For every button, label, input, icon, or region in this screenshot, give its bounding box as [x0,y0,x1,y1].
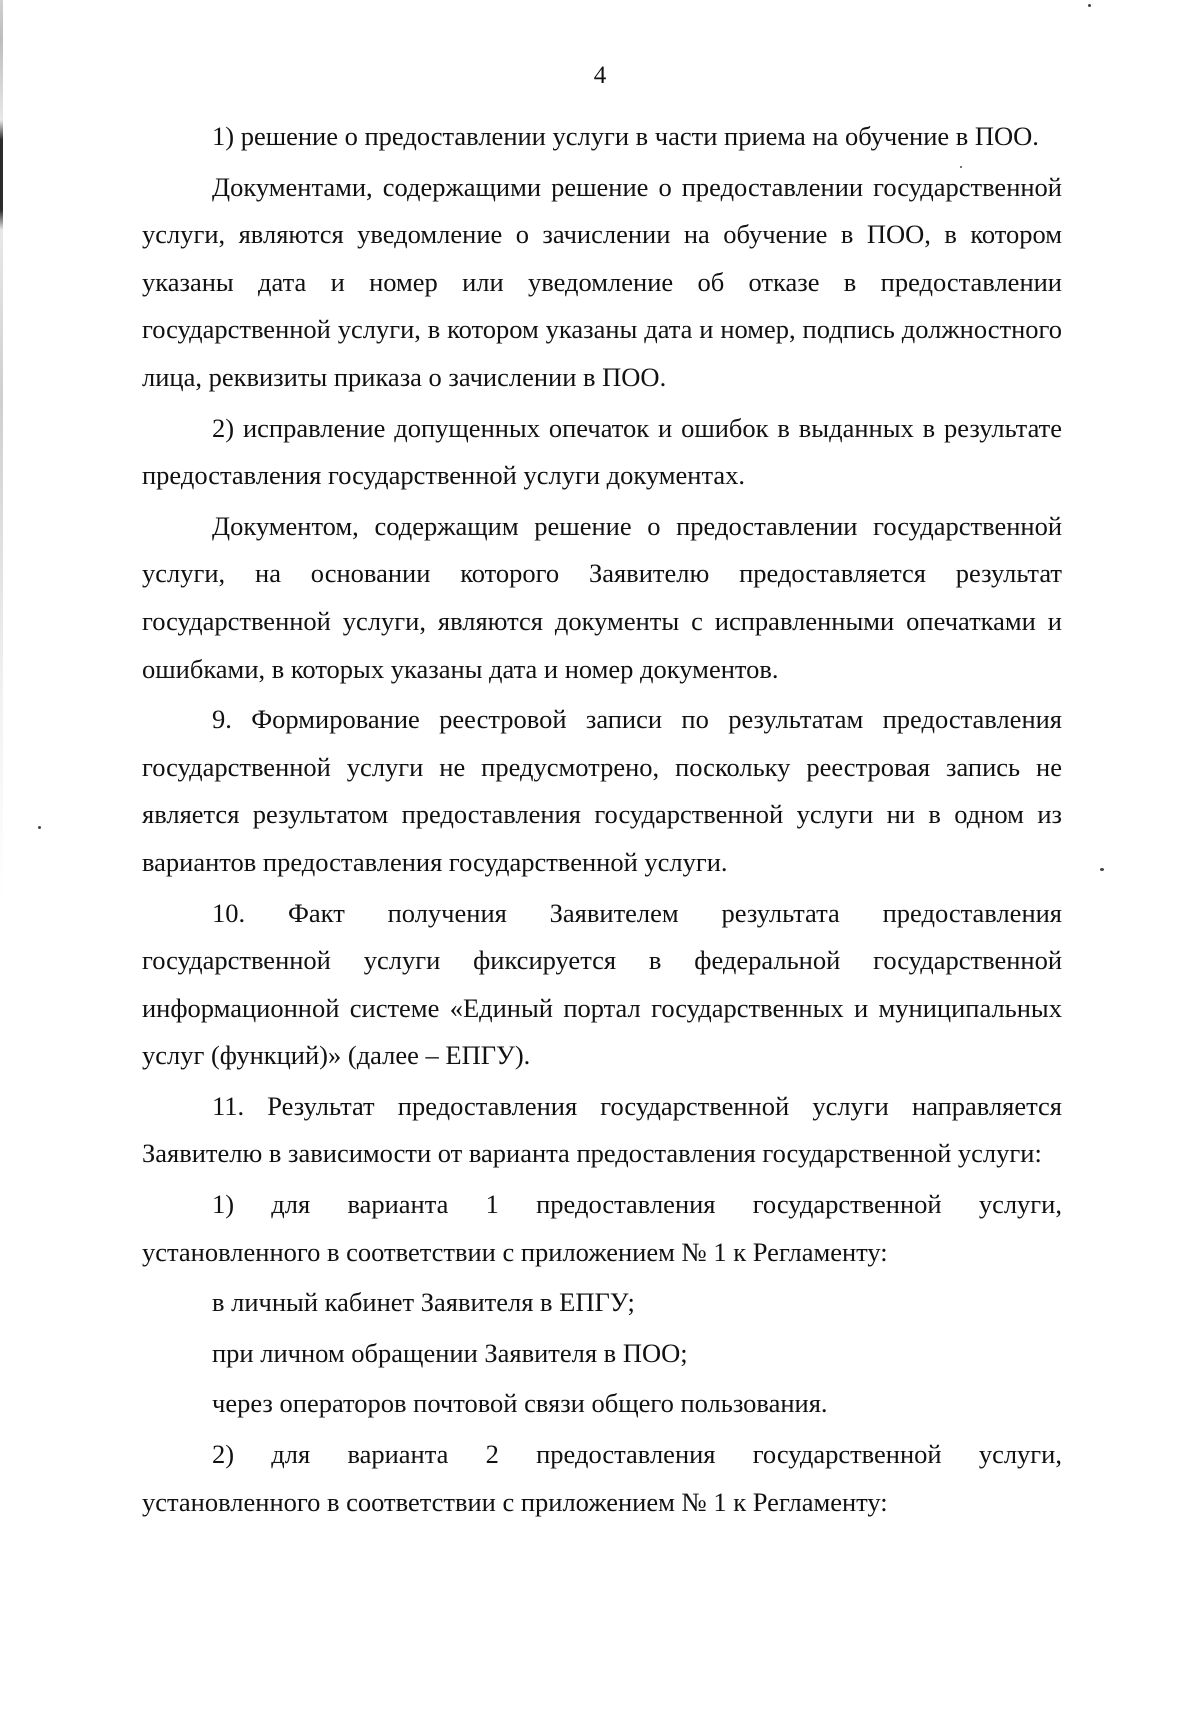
paragraph-error-correction: 2) исправление допущенных опечаток и ошибок в выданных в результате предоставления государственной услуги документах. [142,412,1062,491]
paragraph-item-11: 11. Результат предоставления государственной услуги направляется Заявителю в зависимости от варианта предоставления государственной услуги: [142,1090,1062,1169]
page-number: 4 [593,62,607,89]
scan-speck [960,166,962,168]
scan-edge-shadow [0,0,3,1721]
list-item-postal: через операторов почтовой связи общего пользования. [212,1388,828,1419]
list-item-epgu-cabinet: в личный кабинет Заявителя в ЕПГУ; [212,1287,635,1318]
scan-speck [1100,868,1104,871]
scan-speck [1088,4,1091,7]
paragraph-decision-documents: Документами, содержащими решение о предоставлении государственной услуги, являются уведомление о зачислении на обучение в ПОО, в котором указаны дата и номер или уведомление об отказе в предоставлении государственной услуги, в котором указаны дата и номер, подпись должностного лица, реквизиты приказа о зачислении в ПОО. [142,171,1062,392]
document-body [142,113,1062,1529]
paragraph-variant-1: 1) для варианта 1 предоставления государственной услуги, установленного в соответствии с приложением № 1 к Регламенту: [142,1189,1062,1267]
scan-speck [38,826,41,829]
paragraph-result-decision: 1) решение о предоставлении услуги в части приема на обучение в ПОО. [212,121,1039,151]
paragraph-variant-2: 2) для варианта 2 предоставления государственной услуги, установленного в соответствии с приложением № 1 к Регламенту: [142,1439,1062,1517]
paragraph-item-10: 10. Факт получения Заявителем результата предоставления государственной услуги фиксируется в федеральной государственной информационной системе «Единый портал государственных и муниципальных услуг (функций)» (далее – ЕПГУ). [142,897,1062,1071]
paragraph-correction-document: Документом, содержащим решение о предоставлении государственной услуги, на основании которого Заявителю предоставляется результат государственной услуги, являются документы с исправленными опечатками и ошибками, в которых указаны дата и номер документов. [142,510,1062,684]
paragraph-item-9: 9. Формирование реестровой записи по результатам предоставления государственной услуги не предусмотрено, поскольку реестровая запись не является результатом предоставления государственной услуги ни в одном из вариантов предоставления государственной услуги. [142,704,1062,877]
list-item-personal-visit: при личном обращении Заявителя в ПОО; [212,1337,688,1368]
